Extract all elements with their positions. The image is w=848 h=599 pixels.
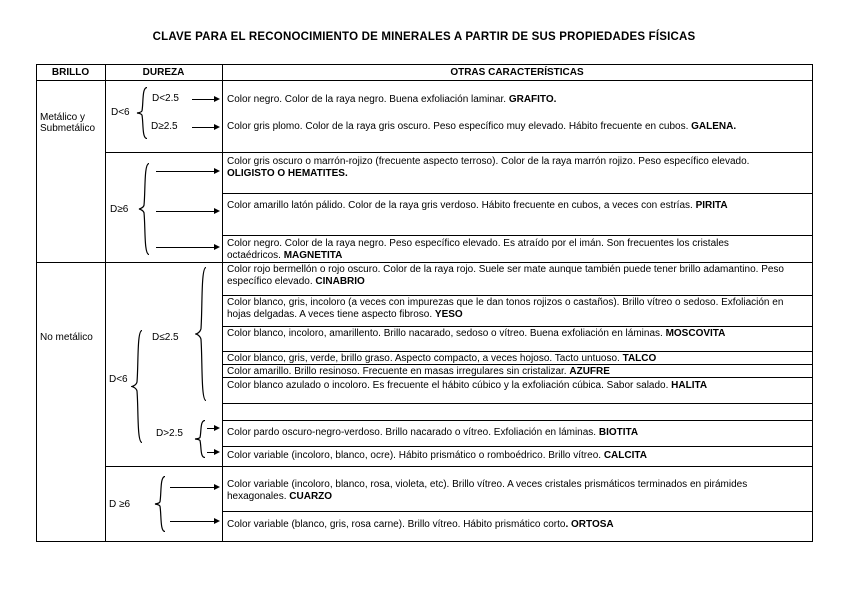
- row-divider: [222, 326, 812, 327]
- mineral-name: CUARZO: [289, 491, 333, 503]
- column-divider-brillo-dureza: [105, 64, 106, 541]
- row-divider: [222, 403, 812, 404]
- brillo-metalico-label: Metálico y Submetálico: [40, 112, 96, 134]
- brace-icon: [154, 476, 166, 532]
- dureza-met-lt25-label: D<2.5: [152, 93, 179, 104]
- entry-galena: Color gris plomo. Color de la raya gris oscuro. Peso específico muy elevado. Hábito frecuente en cubos. GALENA.: [227, 121, 737, 132]
- mineral-name: PIRITA: [695, 200, 728, 211]
- dureza-met-ge25-label: D≥2.5: [151, 121, 178, 132]
- row-divider: [222, 193, 812, 194]
- arrow-icon: [170, 487, 218, 488]
- dureza-met-lt6-label: D<6: [111, 107, 130, 118]
- dureza-divider-metalico: [105, 152, 812, 153]
- row-divider: [222, 511, 812, 512]
- column-divider-dureza-otras: [222, 64, 223, 541]
- entry-cuarzo: Color variable (incoloro, blanco, rosa, violeta, etc). Brillo vítreo. A veces cristales prismáticos terminados en pirámides hexagonales. CUARZO: [227, 479, 748, 503]
- entry-ortosa: Color variable (blanco, gris, rosa carne). Brillo vítreo. Hábito prismático corto. ORTOSA: [227, 519, 614, 530]
- row-divider: [222, 351, 812, 352]
- arrow-icon: [207, 428, 218, 429]
- dureza-divider-no-metalico: [105, 466, 812, 467]
- dureza-nm-le25-label: D≤2.5: [152, 332, 179, 343]
- mineral-name: OLIGISTO O HEMATITES.: [227, 168, 348, 180]
- brace-icon: [195, 267, 207, 401]
- dureza-nm-lt6-label: D<6: [109, 374, 128, 385]
- dureza-nm-ge6-label: D ≥6: [109, 499, 131, 510]
- brace-icon: [131, 330, 143, 443]
- mineral-name: GRAFITO.: [508, 94, 557, 105]
- mineral-name: YESO: [434, 309, 463, 321]
- mineral-name: AZUFRE: [569, 366, 610, 377]
- page-title: CLAVE PARA EL RECONOCIMIENTO DE MINERALES A PARTIR DE SUS PROPIEDADES FÍSICAS: [152, 31, 696, 43]
- mineral-name: . ORTOSA: [565, 519, 614, 530]
- header-dureza: DUREZA: [142, 67, 185, 78]
- row-divider: [222, 420, 812, 421]
- dureza-nm-gt25-label: D>2.5: [156, 428, 183, 439]
- mineral-name: GALENA.: [691, 121, 737, 132]
- mineral-name: CALCITA: [603, 450, 647, 461]
- row-divider: [222, 235, 812, 236]
- dureza-met-ge6-label: D≥6: [110, 204, 129, 215]
- mineral-name: BIOTITA: [598, 427, 639, 438]
- row-divider: [222, 295, 812, 296]
- entry-cinabrio: Color rojo bermellón o rojo oscuro. Color de la raya rojo. Suele ser mate aunque también puede tener brillo adamantino. Peso específico elevado. CINABRIO: [227, 264, 784, 288]
- arrow-icon: [192, 99, 218, 100]
- arrow-icon: [170, 521, 218, 522]
- entry-yeso: Color blanco, gris, incoloro (a veces con impurezas que le dan tonos rojizos o castaños). Brillo vítreo o sedoso. Exfoliación en hojas delgadas. A veces tiene aspecto fibroso. YESO: [227, 297, 784, 321]
- mineral-name: TALCO: [622, 353, 657, 364]
- entry-moscovita: Color blanco, incoloro, amarillento. Brillo nacarado, sedoso o vítreo. Buena exfoliación en láminas. MOSCOVITA: [227, 328, 726, 339]
- entry-grafito: Color negro. Color de la raya negro. Buena exfoliación laminar. GRAFITO.: [227, 94, 557, 105]
- entry-magnetita: Color negro. Color de la raya negro. Peso específico elevado. Es atraído por el imán. Son frecuentes los cristales octaédricos. MAGNETITA: [227, 238, 729, 262]
- mineral-name: MOSCOVITA: [665, 328, 726, 339]
- brillo-no-metalico-label: No metálico: [40, 332, 93, 343]
- entry-biotita: Color pardo oscuro-negro-verdoso. Brillo nacarado o vítreo. Exfoliación en láminas. BIOTITA: [227, 427, 639, 438]
- arrow-icon: [156, 211, 218, 212]
- header-otras-caracteristicas: OTRAS CARACTERÍSTICAS: [450, 67, 584, 78]
- entry-pirita: Color amarillo latón pálido. Color de la raya gris verdoso. Hábito frecuente en cubos, a veces con estrías. PIRITA: [227, 200, 728, 211]
- entry-calcita: Color variable (incoloro, blanco, ocre). Hábito prismático o romboédrico. Brillo vítreo. CALCITA: [227, 450, 647, 461]
- header-row-divider: [36, 80, 812, 81]
- arrow-icon: [207, 452, 218, 453]
- brace-icon: [138, 163, 150, 255]
- brace-icon: [136, 87, 148, 139]
- mineral-name: HALITA: [671, 380, 708, 391]
- mineral-name: MAGNETITA: [283, 250, 343, 262]
- brace-icon: [194, 420, 206, 458]
- entry-talco: Color blanco, gris, verde, brillo graso. Aspecto compacto, a veces hojoso. Tacto untuoso. TALCO: [227, 353, 657, 364]
- entry-azufre: Color amarillo. Brillo resinoso. Frecuente en masas irregulares sin cristalizar. AZUFRE: [227, 366, 610, 377]
- arrow-icon: [156, 171, 218, 172]
- header-brillo: BRILLO: [51, 67, 90, 78]
- entry-oligisto: Color gris oscuro o marrón-rojizo (frecuente aspecto terroso). Color de la raya marrón rojizo. Peso específico elevado. OLIGISTO O HEMATITES.: [227, 156, 750, 180]
- row-divider: [222, 446, 812, 447]
- mineral-name: CINABRIO: [315, 276, 365, 288]
- arrow-icon: [156, 247, 218, 248]
- entry-halita: Color blanco azulado o incoloro. Es frecuente el hábito cúbico y la exfoliación cúbica. Sabor salado. HALITA: [227, 380, 708, 391]
- arrow-icon: [192, 127, 218, 128]
